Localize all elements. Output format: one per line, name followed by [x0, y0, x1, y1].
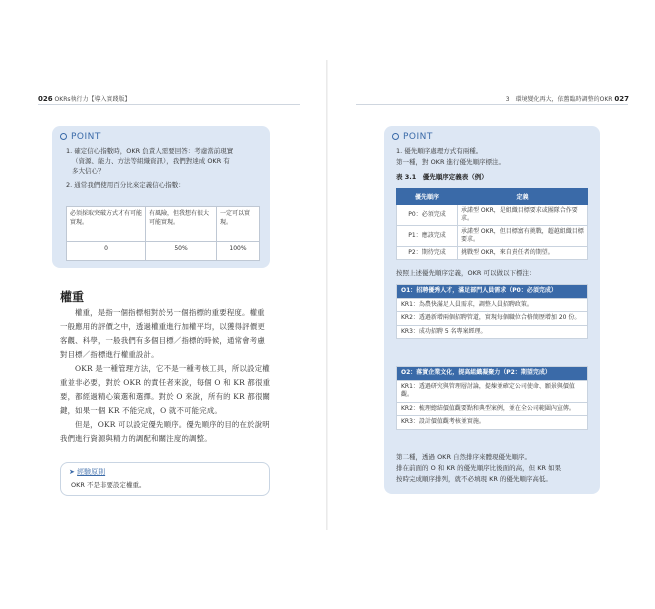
left-point-q1-line2: （資源、能力、方法等組織資訊），我們對達成 OKR 有: [72, 157, 230, 165]
priority-definition-cell: 承諾型 OKR，但目標富有挑戰，超越組織目標要求。: [458, 226, 588, 247]
experience-title: ➤ 經驗原則: [69, 468, 106, 476]
confidence-value-cell: 0: [67, 242, 146, 261]
left-point-q2: 2. 通常我們使用百分比來定義信心指數：: [66, 181, 185, 189]
objective-row: O2：落實企業文化，提高組織凝聚力（P2：期望完成）: [397, 367, 588, 381]
left-book-title: OKRs執行力【導入實踐版】: [54, 96, 131, 103]
right-point-line2: 第一種，對 OKR 進行優先順序標注。: [396, 158, 506, 166]
confidence-cell: 一定可以實現。: [217, 207, 260, 242]
closing-line-3: 按時完成順序排列，就不必填現 KR 的優先順序高低。: [396, 475, 552, 483]
body-paragraph-1: 權重，是指一個指標相對於另一個指標的重要程度。權重一般應用的評價之中，透過權重進行加權平均，以獲得評價更客觀、科學，一般我們有多個目標／指標的時候，通常會考慮對目標／指標進行權重設計。: [60, 308, 265, 359]
right-point-title: POINT: [392, 132, 433, 142]
right-running-head: [506, 94, 629, 103]
key-result-row: KR1：透過研究與管理層討論，提煉並確定公司使命、願景與價值觀。: [397, 380, 588, 402]
confidence-cell: 必須採取突破方式才有可能實現。: [67, 207, 146, 242]
closing-line-1: 第二種，透過 OKR 自然排序來體現優先順序。: [396, 453, 532, 461]
point-circle-icon: [60, 133, 67, 140]
key-result-row: KR3：成功招聘 5 名專案經理。: [397, 325, 588, 339]
priority-table-row: [397, 247, 588, 260]
confidence-value-cell: 50%: [146, 242, 217, 261]
priority-level-cell: P0：必須完成: [397, 205, 458, 226]
left-point-q1-line1: 1. 確定信心指數時，OKR 負責人需要回答：考慮當前現實: [66, 147, 234, 155]
priority-table-row: [397, 226, 588, 247]
body-paragraph-3: 但是，OKR 可以設定優先順序。優先順序的目的在於說明我們進行資源與精力的調配和關注度的調整。: [60, 420, 270, 443]
okr-example-2: [396, 366, 588, 430]
left-header-rule: [38, 104, 300, 105]
priority-level-cell: P1：應該完成: [397, 226, 458, 247]
body-paragraph-2: OKR 是一種管理方法，它不是一種考核工具，所以設定權重並非必要，對於 OKR 的責任者來說，每個 O 和 KR 都很重要，都經過精心策選和選擇。對於 O 來說，所有的 KR 都很關鍵，如果一個 KR 不能完成，O 就不可能完成。: [60, 364, 271, 415]
objective-row: O1：招聘優秀人才，滿足部門人員需求（P0：必須完成）: [397, 285, 588, 299]
right-header-rule: [356, 104, 628, 105]
experience-text: OKR 不是非要設定權重。: [71, 481, 146, 489]
priority-table: [396, 188, 588, 260]
closing-line-2: 排在前面的 O 和 KR 的優先順序比後面的高，但 KR 如果: [396, 464, 562, 472]
left-page-number: 026: [38, 95, 53, 103]
after-table-text: 按照上述優先順序定義，OKR 可以做以下標注：: [396, 269, 536, 277]
confidence-cell: 有風險，但我想有很大可能實現。: [146, 207, 217, 242]
section-title-weight: 權重: [60, 290, 85, 304]
priority-header-cell: 優先順序: [397, 189, 458, 205]
left-point-q1-line3: 多大信心？: [72, 167, 105, 175]
priority-table-header: [397, 189, 588, 205]
right-point-line1: 1. 優先順序處理方式有兩種。: [396, 147, 483, 155]
chevron-right-icon: ➤: [69, 468, 75, 476]
definition-header-cell: 定義: [458, 189, 588, 205]
right-page-number: 027: [614, 95, 629, 103]
key-result-row: KR2：透過新增兩個招聘管道，實現每個職位合格簡歷增加 20 份。: [397, 312, 588, 326]
confidence-value-cell: 100%: [217, 242, 260, 261]
left-point-title: POINT: [60, 132, 101, 142]
experience-box: [60, 462, 270, 496]
priority-level-cell: P2：期待完成: [397, 247, 458, 260]
point-circle-icon: [392, 133, 399, 140]
priority-definition-cell: 挑戰型 OKR，來自責任者的期望。: [458, 247, 588, 260]
priority-table-caption: 表 3.1 優先順序定義表（例）: [396, 173, 488, 181]
left-running-head: [38, 94, 131, 103]
okr-example-1: [396, 284, 588, 339]
confidence-table-row: [67, 242, 260, 261]
left-page: [0, 0, 327, 609]
key-result-row: KR3：設計價值觀考核並實施。: [397, 416, 588, 430]
priority-definition-cell: 承諾型 OKR，是組織目標要求或團隊合作要求。: [458, 205, 588, 226]
confidence-table: [66, 206, 260, 261]
right-chapter-title: 3 環境變化再大，依舊臨時調整的OKR: [505, 96, 613, 103]
priority-table-row: [397, 205, 588, 226]
key-result-row: KR1：為農快滿足人員需求，調整人員招聘政策。: [397, 298, 588, 312]
confidence-table-row: [67, 207, 260, 242]
key-result-row: KR2：梳理總結價值觀要點和典型案例，並在全公司範圍內宣傳。: [397, 402, 588, 416]
